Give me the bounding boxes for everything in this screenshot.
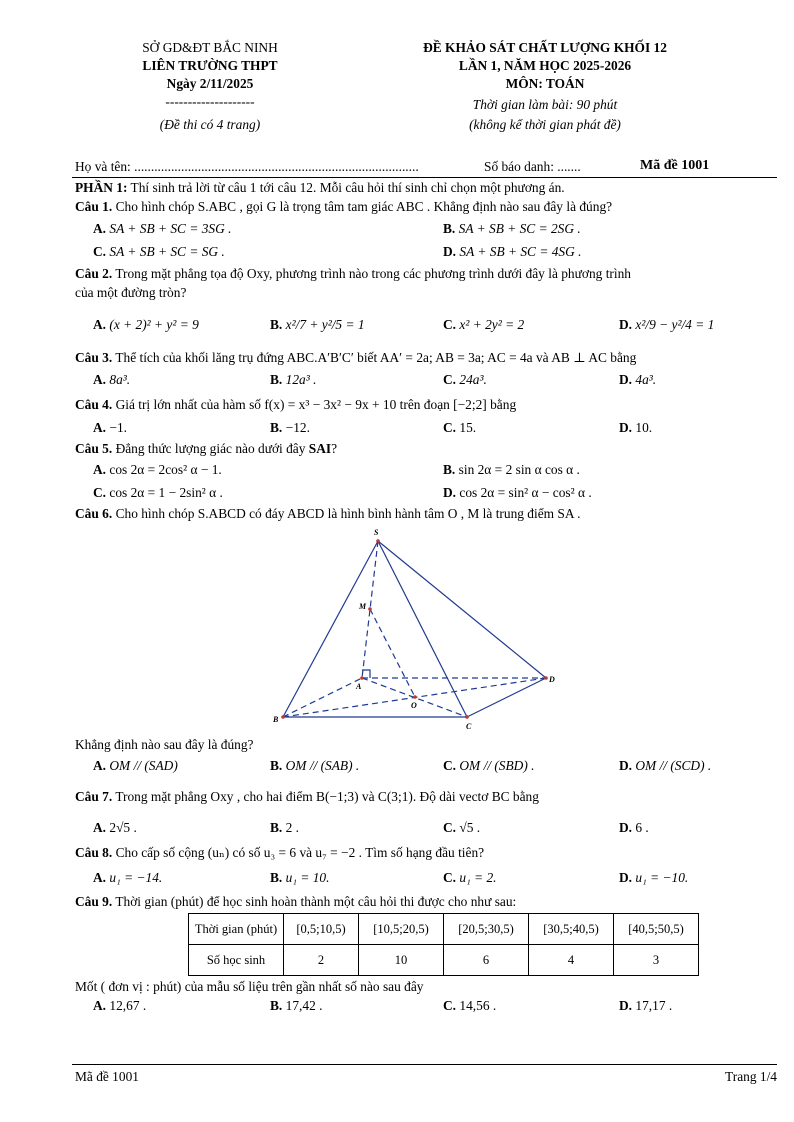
q3-option-b: B. 12a³ .	[270, 372, 317, 387]
table-row	[189, 914, 699, 945]
label-c: C	[466, 722, 472, 731]
q1-option-c: C. SA + SB + SC = SG .	[93, 244, 225, 259]
table-cell: [30,5;40,5)	[529, 914, 614, 945]
q6-option-c: C. OM // (SBD) .	[443, 758, 535, 773]
q4-option-d: D. 10.	[619, 420, 653, 435]
q2-option-d: D. x²/9 − y²/4 = 1	[619, 317, 715, 332]
info-divider	[72, 177, 777, 178]
q9-option-a: A. 12,67 .	[93, 998, 147, 1013]
edge-sb	[283, 541, 378, 717]
label-m: M	[359, 602, 367, 611]
edge-sc	[378, 541, 467, 717]
header-dashes: --------------------	[165, 94, 255, 109]
q8-option-b: B. u₁ = 10.	[270, 870, 330, 885]
q6-option-a: A. OM // (SAD)	[93, 758, 178, 773]
question-2-cont: của một đường tròn?	[75, 285, 187, 300]
question-4: Câu 4. Giá trị lớn nhất của hàm số f(x) = x³ − 3x² − 9x + 10 trên đoạn [−2;2] bằng	[75, 397, 517, 412]
question-6: Câu 6. Cho hình chóp S.ABCD có đáy ABCD là hình bình hành tâm O , M là trung điểm SA .	[75, 506, 581, 521]
q7-option-a: A. 2√5 .	[93, 820, 137, 835]
q5-option-c: C. cos 2α = 1 − 2sin² α .	[93, 485, 223, 500]
exam-date: Ngày 2/11/2025	[166, 76, 254, 91]
page-number: Trang 1/4	[725, 1069, 777, 1084]
table-cell: [0,5;10,5)	[284, 914, 359, 945]
label-b: B	[273, 715, 279, 724]
exam-code: Mã đề 1001	[640, 158, 710, 173]
table-cell: 3	[614, 945, 699, 976]
page-count-note: (Đề thi có 4 trang)	[159, 117, 261, 132]
q3-option-a: A. 8a³.	[93, 372, 131, 387]
label-d: D	[549, 675, 555, 684]
label-a: A	[356, 682, 362, 691]
question-6-prompt: Khẳng định nào sau đây là đúng?	[75, 737, 254, 752]
question-3: Câu 3. Thể tích của khối lăng trụ đứng ABC.A′B′C′ biết AA′ = 2a; AB = 3a; AC = 4a và AB ⊥ AC bằng	[75, 350, 637, 365]
department-name: SỞ GD&ĐT BẮC NINH	[142, 40, 278, 55]
table-cell: 6	[444, 945, 529, 976]
table-header-time: Thời gian (phút)	[189, 914, 284, 945]
edge-ab	[283, 678, 362, 717]
q6-option-d: D. OM // (SCD) .	[619, 758, 712, 773]
time-limit: Thời gian làm bài: 90 phút	[472, 97, 618, 112]
q9-option-c: C. 14,56 .	[443, 998, 497, 1013]
question-9: Câu 9. Thời gian (phút) để học sinh hoàn thành một câu hỏi thi được cho như sau:	[75, 894, 517, 909]
q7-option-b: B. 2 .	[270, 820, 300, 835]
school-name: LIÊN TRƯỜNG THPT	[142, 58, 278, 73]
question-1: Câu 1. Cho hình chóp S.ABC , gọi G là trọng tâm tam giác ABC . Khẳng định nào sau đây là đúng?	[75, 199, 613, 214]
footer-exam-code: Mã đề 1001	[75, 1069, 139, 1084]
question-8: Câu 8. Cho cấp số cộng (uₙ) có số u₃ = 6 và u₇ = −2 . Tìm số hạng đầu tiên?	[75, 845, 485, 860]
q3-option-d: D. 4a³.	[619, 372, 657, 387]
q5-option-a: A. cos 2α = 2cos² α − 1.	[93, 462, 222, 477]
q7-option-d: D. 6 .	[619, 820, 649, 835]
question-5: Câu 5. Đẳng thức lượng giác nào dưới đây SAI?	[75, 441, 338, 456]
question-2: Câu 2. Trong mặt phẳng tọa độ Oxy, phương trình nào trong các phương trình dưới đây là phương trình	[75, 266, 631, 281]
q4-option-a: A. −1.	[93, 420, 127, 435]
q7-option-c: C. √5 .	[443, 820, 481, 835]
table-cell: [10,5;20,5)	[359, 914, 444, 945]
footer-divider	[72, 1064, 777, 1065]
q4-option-b: B. −12.	[270, 420, 310, 435]
time-note: (không kể thời gian phát đề)	[469, 117, 621, 132]
q6-option-b: B. OM // (SAB) .	[270, 758, 360, 773]
table-cell: [40,5;50,5)	[614, 914, 699, 945]
q1-option-b: B. SA + SB + SC = 2SG .	[443, 221, 581, 236]
q9-option-d: D. 17,17 .	[619, 998, 673, 1013]
table-row	[189, 945, 699, 976]
q9-option-b: B. 17,42 .	[270, 998, 323, 1013]
q8-option-a: A. u₁ = −14.	[93, 870, 163, 885]
table-cell: 2	[284, 945, 359, 976]
question-9-prompt: Mốt ( đơn vị : phút) của mẫu số liệu trên gần nhất số nào sau đây	[75, 979, 424, 994]
pyramid-figure	[270, 525, 570, 735]
table-header-count: Số học sinh	[189, 945, 284, 976]
edge-sd	[378, 541, 546, 678]
table-cell: 10	[359, 945, 444, 976]
q5-option-d: D. cos 2α = sin² α − cos² α .	[443, 485, 592, 500]
table-cell: 4	[529, 945, 614, 976]
table-cell: [20,5;30,5)	[444, 914, 529, 945]
q1-option-d: D. SA + SB + SC = 4SG .	[443, 244, 582, 259]
q2-option-c: C. x² + 2y² = 2	[443, 317, 525, 332]
part1-instruction: PHẦN 1: Thí sinh trả lời từ câu 1 tới câu 12. Mỗi câu hỏi thí sinh chỉ chọn một phương án.	[75, 180, 565, 195]
exam-round: LẦN 1, NĂM HỌC 2025-2026	[458, 58, 632, 73]
q5-option-b: B. sin 2α = 2 sin α cos α .	[443, 462, 580, 477]
exam-title: ĐỀ KHẢO SÁT CHẤT LƯỢNG KHỐI 12	[423, 40, 667, 55]
name-field: Họ và tên: .....................................................................................	[75, 159, 419, 174]
subject: MÔN: TOÁN	[505, 76, 585, 91]
q4-option-c: C. 15.	[443, 420, 477, 435]
q8-option-c: C. u₁ = 2.	[443, 870, 497, 885]
q2-option-b: B. x²/7 + y²/5 = 1	[270, 317, 365, 332]
frequency-table	[188, 913, 699, 976]
q8-option-d: D. u₁ = −10.	[619, 870, 689, 885]
label-o: O	[411, 701, 417, 710]
q3-option-c: C. 24a³.	[443, 372, 487, 387]
q1-option-a: A. SA + SB + SC = 3SG .	[93, 221, 232, 236]
label-s: S	[374, 528, 379, 537]
q2-option-a: A. (x + 2)² + y² = 9	[93, 317, 199, 332]
question-7: Câu 7. Trong mặt phẳng Oxy , cho hai điểm B(−1;3) và C(3;1). Độ dài vectơ BC bằng	[75, 789, 539, 804]
student-id-field: Số báo danh: .......	[484, 159, 581, 174]
